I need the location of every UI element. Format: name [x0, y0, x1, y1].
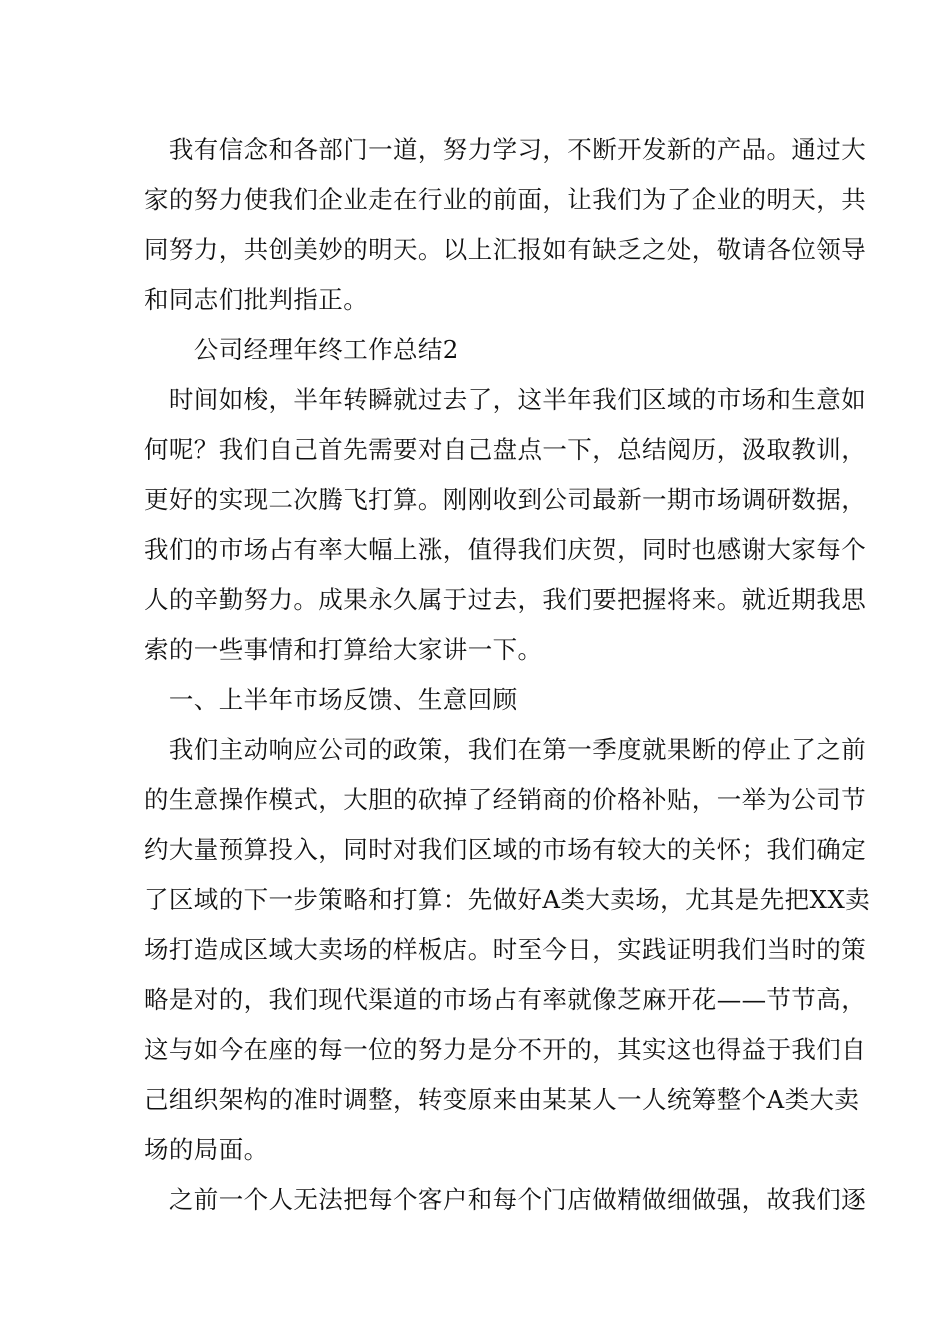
text-line: 约大量预算投入，同时对我们区域的市场有较大的关怀；我们确定	[144, 835, 867, 864]
subsection-heading: 一、上半年市场反馈、生意回顾	[144, 685, 518, 714]
text-line: 家的努力使我们企业走在行业的前面，让我们为了企业的明天，共	[144, 185, 867, 214]
text-line: 了区域的下一步策略和打算：先做好A类大卖场，尤其是先把XX卖	[144, 885, 871, 914]
text-line: 我有信念和各部门一道，努力学习，不断开发新的产品。通过大	[144, 135, 867, 164]
text-line: 和同志们批判指正。	[144, 285, 369, 314]
section-heading: 公司经理年终工作总结2	[144, 335, 459, 364]
text-line: 场打造成区域大卖场的样板店。时至今日，实践证明我们当时的策	[144, 935, 867, 964]
text-line: 人的辛勤努力。成果永久属于过去，我们要把握将来。就近期我思	[144, 585, 867, 614]
text-line: 何呢？我们自己首先需要对自己盘点一下，总结阅历，汲取教训，	[144, 435, 867, 464]
text-line: 索的一些事情和打算给大家讲一下。	[144, 635, 543, 664]
text-line: 同努力，共创美妙的明天。以上汇报如有缺乏之处，敬请各位领导	[144, 235, 867, 264]
text-line: 更好的实现二次腾飞打算。刚刚收到公司最新一期市场调研数据，	[144, 485, 867, 514]
text-line: 时间如梭，半年转瞬就过去了，这半年我们区域的市场和生意如	[144, 385, 867, 414]
text-line: 这与如今在座的每一位的努力是分不开的，其实这也得益于我们自	[144, 1035, 867, 1064]
text-line: 的生意操作模式，大胆的砍掉了经销商的价格补贴，一举为公司节	[144, 785, 867, 814]
text-line: 场的局面。	[144, 1135, 269, 1164]
text-line: 我们的市场占有率大幅上涨，值得我们庆贺，同时也感谢大家每个	[144, 535, 867, 564]
text-line: 我们主动响应公司的政策，我们在第一季度就果断的停止了之前	[144, 735, 867, 764]
text-line: 略是对的，我们现代渠道的市场占有率就像芝麻开花——节节高，	[144, 985, 867, 1014]
text-line: 之前一个人无法把每个客户和每个门店做精做细做强，故我们逐	[144, 1185, 867, 1214]
text-line: 己组织架构的准时调整，转变原来由某某人一人统筹整个A类大卖	[144, 1085, 860, 1114]
